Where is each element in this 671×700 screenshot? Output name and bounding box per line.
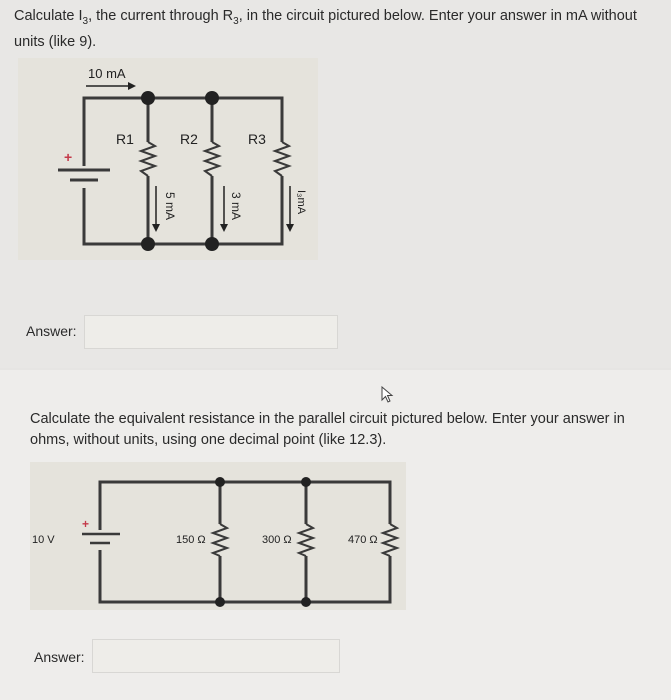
resistor-300-label: 300 Ω [262, 534, 292, 546]
answer-1-input[interactable] [84, 315, 338, 349]
junction-dot [301, 597, 311, 607]
junction-dot [215, 597, 225, 607]
junction-dot [205, 91, 219, 105]
junction-dot [301, 477, 311, 487]
current-label-3: I₃mA [295, 190, 307, 215]
question-1-text: Calculate $I_3$, the current through $R_3$, in the circuit pictured below. Enter your answer in mA without units (like 9). [14, 8, 637, 50]
battery-plus-label: + [64, 149, 73, 165]
r3-label: R3 [248, 131, 266, 147]
voltage-label: 10 V [32, 534, 55, 546]
question-2-panel [0, 370, 671, 700]
current-label-2: 3 mA [229, 192, 243, 221]
circuit-1-wires [84, 98, 282, 244]
resistor-150-label: 150 Ω [176, 534, 206, 546]
junction-dot [215, 477, 225, 487]
current-arrow-1 [152, 224, 160, 232]
answer-2-label: Answer: [34, 649, 85, 665]
resistor-470-label: 470 Ω [348, 534, 378, 546]
r2-label: R2 [180, 131, 198, 147]
circuit-diagram-2 [30, 462, 406, 610]
mouse-pointer-icon [381, 386, 395, 404]
current-arrow-3 [286, 224, 294, 232]
junction-dot [141, 237, 155, 251]
total-current-label: 10 mA [88, 66, 126, 81]
circuit-2-wires [100, 482, 390, 602]
junction-dot [141, 91, 155, 105]
answer-2-input[interactable] [92, 639, 340, 673]
answer-1-label: Answer: [26, 323, 77, 339]
question-2-text: Calculate the equivalent resistance in the parallel circuit pictured below. Enter your answer in ohms, without units, using one decimal point (like 12.3). [30, 411, 625, 448]
junction-dot [205, 237, 219, 251]
current-arrow-2 [220, 224, 228, 232]
circuit-diagram-1 [18, 58, 318, 260]
r1-label: R1 [116, 131, 134, 147]
battery-2-plus-label: + [82, 517, 90, 531]
current-label-1: 5 mA [163, 192, 177, 221]
